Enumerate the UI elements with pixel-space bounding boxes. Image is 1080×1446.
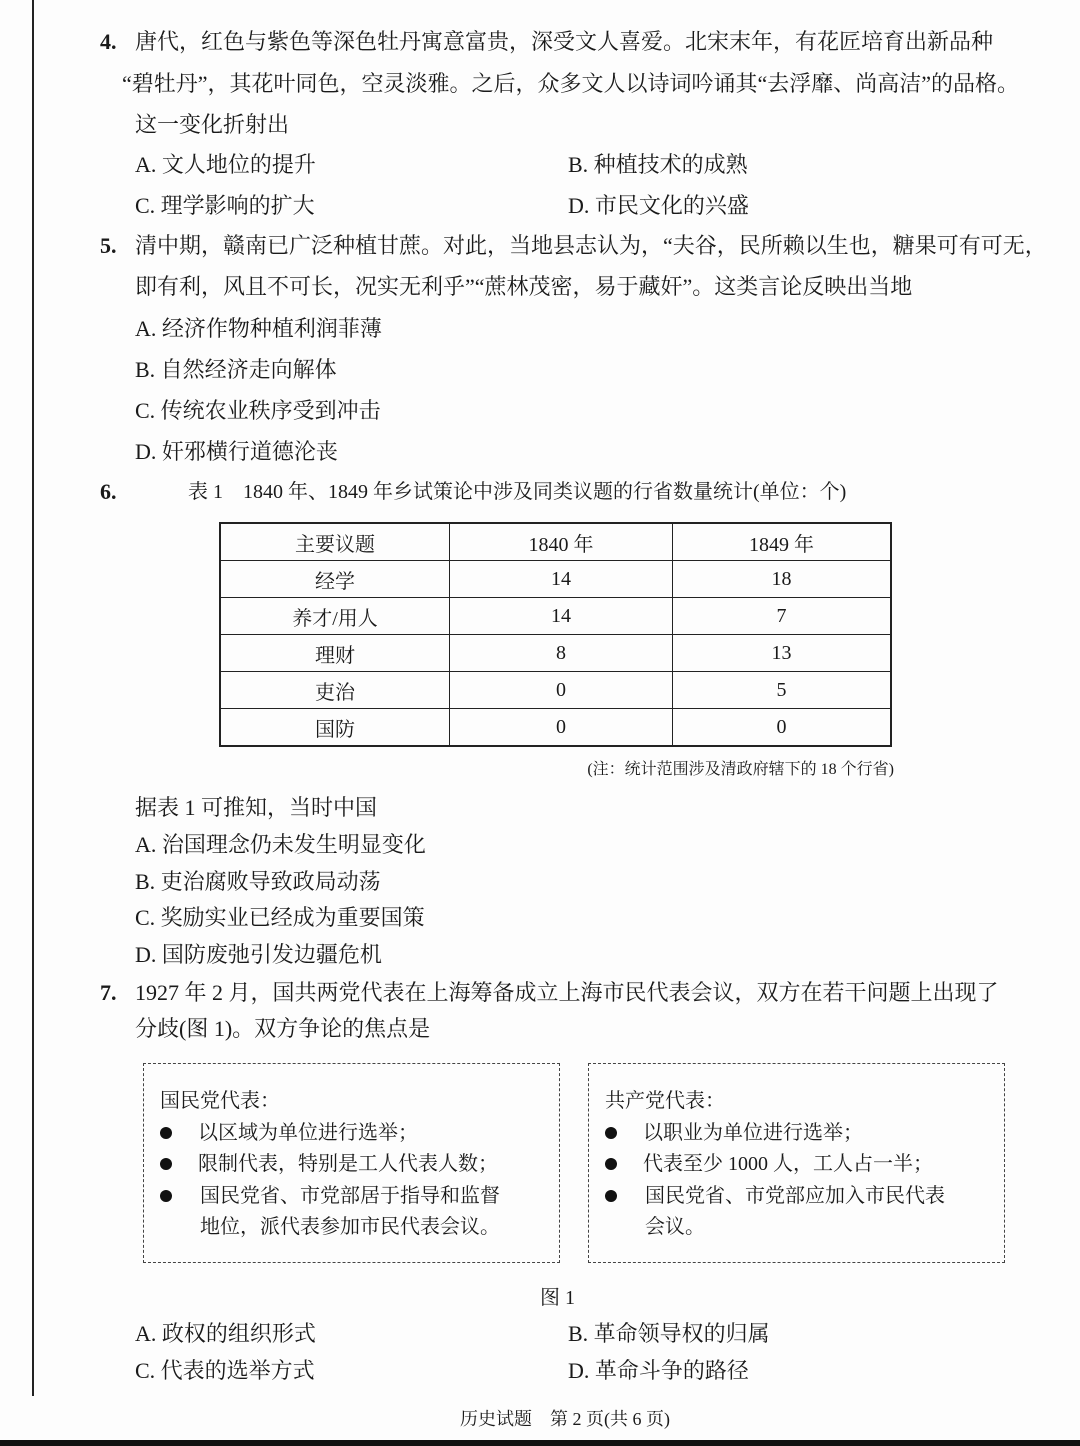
table-header-row bbox=[220, 523, 891, 561]
bullet-icon bbox=[160, 1127, 172, 1139]
cpc-box bbox=[588, 1063, 1005, 1263]
table-header: 1840 年 bbox=[450, 523, 673, 561]
box-item: 地位，派代表参加市民代表会议。 bbox=[200, 1216, 500, 1238]
option-a[interactable]: A. 文人地位的提升 bbox=[135, 152, 316, 177]
box-item: 代表至少 1000 人，工人占一半； bbox=[643, 1153, 933, 1175]
box-item: 以职业为单位进行选举； bbox=[643, 1122, 863, 1144]
table-cell: 养才/用人 bbox=[220, 598, 450, 635]
question-number: 6. bbox=[100, 479, 117, 504]
table-cell: 吏治 bbox=[220, 672, 450, 709]
question-text: 1927 年 2 月，国共两党代表在上海筹备成立上海市民代表会议，双方在若干问题上出现了 bbox=[135, 980, 999, 1005]
table-cell: 14 bbox=[450, 561, 673, 598]
box-item: 会议。 bbox=[645, 1216, 705, 1238]
question-text: 这一变化折射出 bbox=[135, 112, 290, 137]
box-title: 国民党代表： bbox=[160, 1090, 280, 1112]
question-number: 7. bbox=[100, 980, 117, 1005]
question-text: 即有利，风且不可长，况实无利乎”“蔗林茂密，易于藏奸”。这类言论反映出当地 bbox=[135, 274, 913, 299]
bullet-icon bbox=[605, 1127, 617, 1139]
bullet-icon bbox=[605, 1190, 617, 1202]
page-footer: 历史试题 第 2 页(共 6 页) bbox=[460, 1409, 670, 1429]
question-text: 清中期，赣南已广泛种植甘蔗。对此，当地县志认为，“夫谷，民所赖以生也，糖果可有可无， bbox=[135, 233, 1047, 258]
table-cell: 国防 bbox=[220, 709, 450, 747]
box-item: 国民党省、市党部应加入市民代表 bbox=[645, 1185, 945, 1207]
table-note: (注：统计范围涉及清政府辖下的 18 个行省) bbox=[587, 761, 894, 778]
box-item: 以区域为单位进行选举； bbox=[198, 1122, 418, 1144]
option-a[interactable]: A. 经济作物种植利润菲薄 bbox=[135, 316, 382, 341]
box-item: 限制代表，特别是工人代表人数； bbox=[198, 1153, 498, 1175]
option-c[interactable]: C. 代表的选举方式 bbox=[135, 1358, 315, 1383]
option-b[interactable]: B. 自然经济走向解体 bbox=[135, 357, 337, 382]
table-cell: 5 bbox=[673, 672, 892, 709]
question-text: 唐代，红色与紫色等深色牡丹寓意富贵，深受文人喜爱。北宋末年，有花匠培育出新品种 bbox=[135, 29, 994, 54]
table-cell: 0 bbox=[450, 672, 673, 709]
page-border-bottom bbox=[0, 1440, 1080, 1446]
option-d[interactable]: D. 国防废弛引发边疆危机 bbox=[135, 942, 382, 967]
kmt-box bbox=[143, 1063, 560, 1263]
table-cell: 0 bbox=[450, 709, 673, 747]
option-b[interactable]: B. 种植技术的成熟 bbox=[568, 152, 748, 177]
option-c[interactable]: C. 理学影响的扩大 bbox=[135, 193, 315, 218]
data-table bbox=[219, 522, 892, 747]
option-b[interactable]: B. 革命领导权的归属 bbox=[568, 1321, 770, 1346]
bullet-icon bbox=[160, 1158, 172, 1170]
question-text: “碧牡丹”，其花叶同色，空灵淡雅。之后，众多文人以诗词吟诵其“去浮靡、尚高洁”的品格。 bbox=[122, 71, 1020, 96]
table-row bbox=[220, 635, 891, 672]
option-a[interactable]: A. 治国理念仍未发生明显变化 bbox=[135, 832, 426, 857]
table-row bbox=[220, 709, 891, 747]
table-header: 主要议题 bbox=[220, 523, 450, 561]
page-border-left bbox=[32, 0, 34, 1396]
question-text: 分歧(图 1)。双方争论的焦点是 bbox=[135, 1016, 431, 1041]
table-header: 1849 年 bbox=[673, 523, 892, 561]
table-row bbox=[220, 561, 891, 598]
table-cell: 7 bbox=[673, 598, 892, 635]
table-title: 表 1 1840 年、1849 年乡试策论中涉及同类议题的行省数量统计(单位：个) bbox=[188, 481, 847, 503]
bullet-icon bbox=[605, 1158, 617, 1170]
option-d[interactable]: D. 奸邪横行道德沦丧 bbox=[135, 439, 338, 464]
figure-caption: 图 1 bbox=[540, 1287, 575, 1309]
option-d[interactable]: D. 市民文化的兴盛 bbox=[568, 193, 749, 218]
table-cell: 18 bbox=[673, 561, 892, 598]
table-cell: 8 bbox=[450, 635, 673, 672]
table-cell: 理财 bbox=[220, 635, 450, 672]
option-c[interactable]: C. 传统农业秩序受到冲击 bbox=[135, 398, 381, 423]
table-cell: 经学 bbox=[220, 561, 450, 598]
box-item: 国民党省、市党部居于指导和监督 bbox=[200, 1185, 500, 1207]
option-d[interactable]: D. 革命斗争的路径 bbox=[568, 1358, 749, 1383]
bullet-icon bbox=[160, 1190, 172, 1202]
table-row bbox=[220, 672, 891, 709]
question-number: 4. bbox=[100, 29, 117, 54]
box-title: 共产党代表： bbox=[605, 1090, 725, 1112]
option-b[interactable]: B. 吏治腐败导致政局动荡 bbox=[135, 869, 381, 894]
question-number: 5. bbox=[100, 233, 117, 258]
question-stem: 据表 1 可推知，当时中国 bbox=[135, 795, 378, 820]
table-cell: 13 bbox=[673, 635, 892, 672]
table-cell: 14 bbox=[450, 598, 673, 635]
option-c[interactable]: C. 奖励实业已经成为重要国策 bbox=[135, 905, 425, 930]
table-cell: 0 bbox=[673, 709, 892, 747]
table-row bbox=[220, 598, 891, 635]
option-a[interactable]: A. 政权的组织形式 bbox=[135, 1321, 316, 1346]
